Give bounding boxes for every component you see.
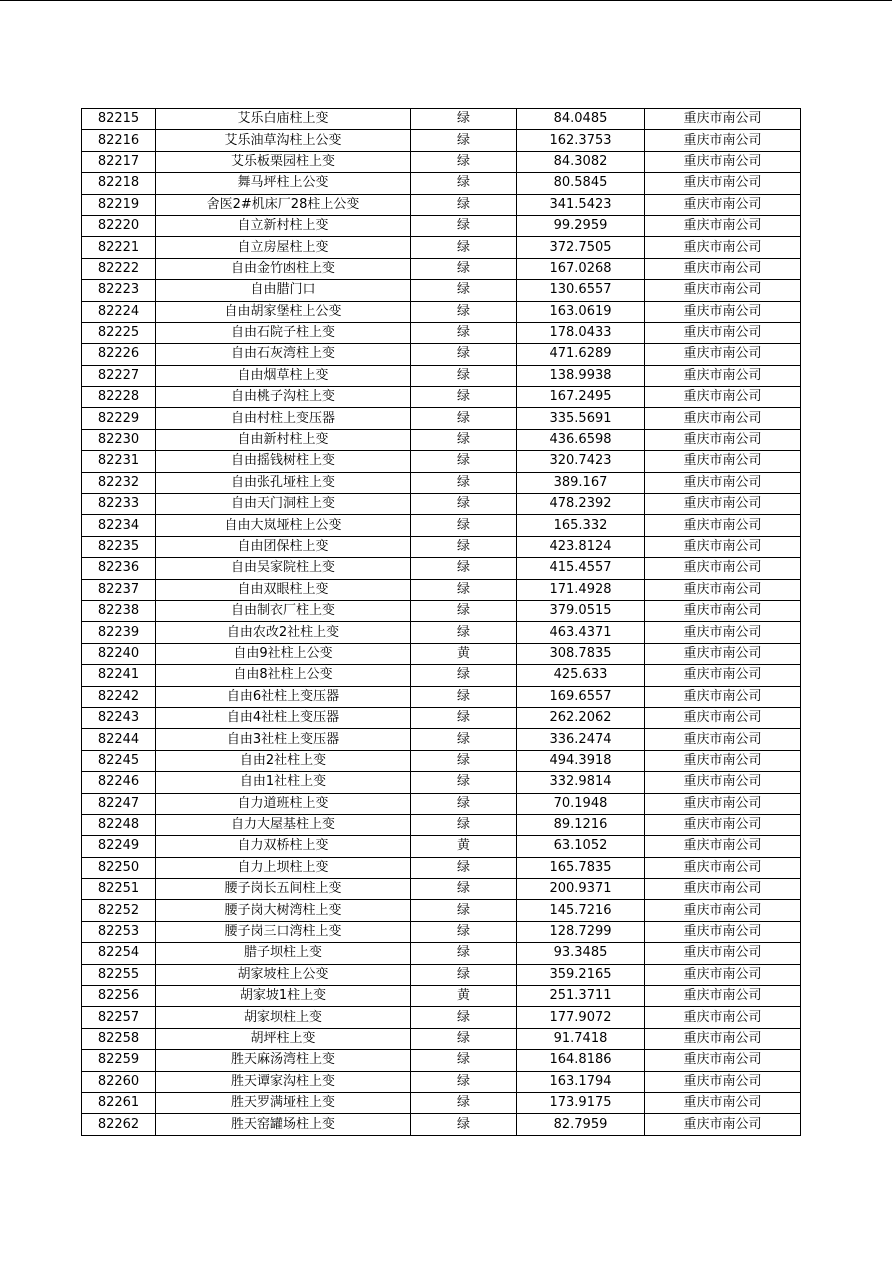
cell-id: 82220 xyxy=(82,215,156,236)
table-row xyxy=(82,408,801,429)
table-row xyxy=(82,515,801,536)
cell-company: 重庆市南公司 xyxy=(645,515,801,536)
cell-transformer-name: 自由石院子柱上变 xyxy=(156,322,411,343)
table-row xyxy=(82,772,801,793)
cell-company: 重庆市南公司 xyxy=(645,322,801,343)
cell-value: 84.0485 xyxy=(517,109,645,130)
cell-transformer-name: 自由6社柱上变压器 xyxy=(156,686,411,707)
table-row xyxy=(82,836,801,857)
table-body xyxy=(82,109,801,1136)
cell-status-level: 绿 xyxy=(411,215,517,236)
table-row xyxy=(82,536,801,557)
cell-transformer-name: 自由摇钱树柱上变 xyxy=(156,451,411,472)
cell-company: 重庆市南公司 xyxy=(645,1028,801,1049)
cell-transformer-name: 腰子岗大树湾柱上变 xyxy=(156,900,411,921)
cell-value: 178.0433 xyxy=(517,322,645,343)
table-row xyxy=(82,301,801,322)
cell-transformer-name: 自由烟草柱上变 xyxy=(156,365,411,386)
cell-value: 463.4371 xyxy=(517,622,645,643)
cell-value: 423.8124 xyxy=(517,536,645,557)
table-row xyxy=(82,344,801,365)
table-row xyxy=(82,322,801,343)
cell-transformer-name: 自力上坝柱上变 xyxy=(156,857,411,878)
cell-value: 84.3082 xyxy=(517,151,645,172)
cell-company: 重庆市南公司 xyxy=(645,194,801,215)
cell-transformer-name: 自由4社柱上变压器 xyxy=(156,707,411,728)
cell-value: 494.3918 xyxy=(517,750,645,771)
cell-id: 82217 xyxy=(82,151,156,172)
cell-company: 重庆市南公司 xyxy=(645,173,801,194)
cell-company: 重庆市南公司 xyxy=(645,130,801,151)
table-row xyxy=(82,943,801,964)
cell-transformer-name: 胜天麻汤湾柱上变 xyxy=(156,1050,411,1071)
table-row xyxy=(82,686,801,707)
cell-value: 389.167 xyxy=(517,472,645,493)
cell-value: 163.0619 xyxy=(517,301,645,322)
cell-status-level: 绿 xyxy=(411,494,517,515)
cell-transformer-name: 自由村柱上变压器 xyxy=(156,408,411,429)
cell-id: 82215 xyxy=(82,109,156,130)
cell-id: 82230 xyxy=(82,429,156,450)
table-row xyxy=(82,814,801,835)
cell-status-level: 绿 xyxy=(411,472,517,493)
cell-transformer-name: 艾乐白庙柱上变 xyxy=(156,109,411,130)
cell-value: 164.8186 xyxy=(517,1050,645,1071)
cell-company: 重庆市南公司 xyxy=(645,429,801,450)
cell-status-level: 黄 xyxy=(411,643,517,664)
cell-value: 167.0268 xyxy=(517,258,645,279)
cell-company: 重庆市南公司 xyxy=(645,622,801,643)
cell-value: 336.2474 xyxy=(517,729,645,750)
cell-value: 332.9814 xyxy=(517,772,645,793)
cell-value: 436.6598 xyxy=(517,429,645,450)
cell-value: 99.2959 xyxy=(517,215,645,236)
cell-status-level: 绿 xyxy=(411,622,517,643)
cell-status-level: 绿 xyxy=(411,879,517,900)
cell-id: 82262 xyxy=(82,1114,156,1135)
cell-status-level: 绿 xyxy=(411,707,517,728)
cell-status-level: 绿 xyxy=(411,943,517,964)
cell-id: 82250 xyxy=(82,857,156,878)
cell-value: 173.9175 xyxy=(517,1092,645,1113)
cell-company: 重庆市南公司 xyxy=(645,280,801,301)
cell-value: 165.7835 xyxy=(517,857,645,878)
cell-company: 重庆市南公司 xyxy=(645,365,801,386)
cell-transformer-name: 胜天窑罐场柱上变 xyxy=(156,1114,411,1135)
cell-id: 82243 xyxy=(82,707,156,728)
cell-status-level: 绿 xyxy=(411,921,517,942)
cell-company: 重庆市南公司 xyxy=(645,215,801,236)
cell-transformer-name: 自力道班柱上变 xyxy=(156,793,411,814)
cell-value: 128.7299 xyxy=(517,921,645,942)
cell-value: 70.1948 xyxy=(517,793,645,814)
cell-transformer-name: 自由2社柱上变 xyxy=(156,750,411,771)
cell-status-level: 绿 xyxy=(411,900,517,921)
cell-status-level: 绿 xyxy=(411,579,517,600)
cell-id: 82255 xyxy=(82,964,156,985)
cell-status-level: 绿 xyxy=(411,237,517,258)
cell-transformer-name: 自由金竹凼柱上变 xyxy=(156,258,411,279)
cell-id: 82258 xyxy=(82,1028,156,1049)
cell-status-level: 绿 xyxy=(411,258,517,279)
cell-status-level: 绿 xyxy=(411,665,517,686)
cell-transformer-name: 自由吴家院柱上变 xyxy=(156,558,411,579)
cell-company: 重庆市南公司 xyxy=(645,879,801,900)
cell-status-level: 绿 xyxy=(411,1028,517,1049)
cell-transformer-name: 腊子坝柱上变 xyxy=(156,943,411,964)
cell-id: 82216 xyxy=(82,130,156,151)
cell-company: 重庆市南公司 xyxy=(645,1007,801,1028)
cell-transformer-name: 自由1社柱上变 xyxy=(156,772,411,793)
cell-transformer-name: 胡家坡1柱上变 xyxy=(156,986,411,1007)
cell-id: 82241 xyxy=(82,665,156,686)
cell-id: 82252 xyxy=(82,900,156,921)
cell-value: 341.5423 xyxy=(517,194,645,215)
cell-company: 重庆市南公司 xyxy=(645,451,801,472)
table-row xyxy=(82,215,801,236)
cell-value: 415.4557 xyxy=(517,558,645,579)
cell-id: 82226 xyxy=(82,344,156,365)
table-row xyxy=(82,365,801,386)
cell-company: 重庆市南公司 xyxy=(645,814,801,835)
cell-transformer-name: 自由新村柱上变 xyxy=(156,429,411,450)
table-row xyxy=(82,1028,801,1049)
table-row xyxy=(82,879,801,900)
table-row xyxy=(82,600,801,621)
cell-id: 82221 xyxy=(82,237,156,258)
table-row xyxy=(82,387,801,408)
cell-transformer-name: 自由天门洞柱上变 xyxy=(156,494,411,515)
cell-value: 471.6289 xyxy=(517,344,645,365)
cell-company: 重庆市南公司 xyxy=(645,686,801,707)
cell-company: 重庆市南公司 xyxy=(645,986,801,1007)
cell-id: 82257 xyxy=(82,1007,156,1028)
cell-status-level: 绿 xyxy=(411,857,517,878)
cell-transformer-name: 舞马坪柱上公变 xyxy=(156,173,411,194)
cell-id: 82231 xyxy=(82,451,156,472)
cell-status-level: 绿 xyxy=(411,536,517,557)
cell-company: 重庆市南公司 xyxy=(645,1092,801,1113)
cell-company: 重庆市南公司 xyxy=(645,387,801,408)
cell-company: 重庆市南公司 xyxy=(645,558,801,579)
cell-id: 82227 xyxy=(82,365,156,386)
cell-status-level: 绿 xyxy=(411,750,517,771)
cell-id: 82224 xyxy=(82,301,156,322)
cell-value: 82.7959 xyxy=(517,1114,645,1135)
cell-company: 重庆市南公司 xyxy=(645,964,801,985)
cell-value: 138.9938 xyxy=(517,365,645,386)
cell-id: 82246 xyxy=(82,772,156,793)
cell-transformer-name: 自由大岚垭柱上公变 xyxy=(156,515,411,536)
cell-status-level: 绿 xyxy=(411,772,517,793)
cell-company: 重庆市南公司 xyxy=(645,921,801,942)
cell-company: 重庆市南公司 xyxy=(645,836,801,857)
cell-id: 82244 xyxy=(82,729,156,750)
cell-id: 82260 xyxy=(82,1071,156,1092)
cell-id: 82245 xyxy=(82,750,156,771)
cell-value: 478.2392 xyxy=(517,494,645,515)
cell-company: 重庆市南公司 xyxy=(645,109,801,130)
cell-value: 89.1216 xyxy=(517,814,645,835)
cell-company: 重庆市南公司 xyxy=(645,600,801,621)
cell-company: 重庆市南公司 xyxy=(645,408,801,429)
table-row xyxy=(82,1007,801,1028)
cell-transformer-name: 胜天谭家沟柱上变 xyxy=(156,1071,411,1092)
cell-id: 82259 xyxy=(82,1050,156,1071)
table-row xyxy=(82,173,801,194)
table-row xyxy=(82,472,801,493)
cell-status-level: 绿 xyxy=(411,964,517,985)
cell-transformer-name: 舍医2#机床厂28柱上公变 xyxy=(156,194,411,215)
cell-status-level: 绿 xyxy=(411,451,517,472)
table-row xyxy=(82,921,801,942)
cell-id: 82254 xyxy=(82,943,156,964)
cell-transformer-name: 自由胡家堡柱上公变 xyxy=(156,301,411,322)
table-row xyxy=(82,151,801,172)
cell-transformer-name: 胜天罗满垭柱上变 xyxy=(156,1092,411,1113)
cell-company: 重庆市南公司 xyxy=(645,1050,801,1071)
cell-value: 171.4928 xyxy=(517,579,645,600)
cell-id: 82256 xyxy=(82,986,156,1007)
cell-value: 177.9072 xyxy=(517,1007,645,1028)
cell-transformer-name: 艾乐油草沟柱上公变 xyxy=(156,130,411,151)
cell-status-level: 黄 xyxy=(411,986,517,1007)
cell-company: 重庆市南公司 xyxy=(645,857,801,878)
cell-id: 82242 xyxy=(82,686,156,707)
cell-status-level: 绿 xyxy=(411,1050,517,1071)
cell-id: 82229 xyxy=(82,408,156,429)
table-row xyxy=(82,750,801,771)
table-row xyxy=(82,451,801,472)
cell-company: 重庆市南公司 xyxy=(645,237,801,258)
cell-transformer-name: 腰子岗三口湾柱上变 xyxy=(156,921,411,942)
cell-status-level: 绿 xyxy=(411,558,517,579)
cell-status-level: 绿 xyxy=(411,408,517,429)
cell-status-level: 绿 xyxy=(411,814,517,835)
cell-value: 91.7418 xyxy=(517,1028,645,1049)
cell-value: 379.0515 xyxy=(517,600,645,621)
cell-transformer-name: 自由桃子沟柱上变 xyxy=(156,387,411,408)
cell-value: 80.5845 xyxy=(517,173,645,194)
cell-company: 重庆市南公司 xyxy=(645,1071,801,1092)
table-row xyxy=(82,1092,801,1113)
table-row xyxy=(82,237,801,258)
table-row xyxy=(82,900,801,921)
table-row xyxy=(82,986,801,1007)
cell-status-level: 绿 xyxy=(411,322,517,343)
cell-transformer-name: 自由8社柱上公变 xyxy=(156,665,411,686)
cell-id: 82249 xyxy=(82,836,156,857)
cell-status-level: 黄 xyxy=(411,836,517,857)
cell-value: 130.6557 xyxy=(517,280,645,301)
cell-value: 425.633 xyxy=(517,665,645,686)
cell-company: 重庆市南公司 xyxy=(645,750,801,771)
cell-transformer-name: 自立房屋柱上变 xyxy=(156,237,411,258)
cell-status-level: 绿 xyxy=(411,344,517,365)
cell-transformer-name: 腰子岗长五间柱上变 xyxy=(156,879,411,900)
cell-id: 82233 xyxy=(82,494,156,515)
cell-transformer-name: 自由石灰湾柱上变 xyxy=(156,344,411,365)
cell-value: 262.2062 xyxy=(517,707,645,728)
cell-value: 163.1794 xyxy=(517,1071,645,1092)
table-row xyxy=(82,280,801,301)
cell-company: 重庆市南公司 xyxy=(645,579,801,600)
table-row xyxy=(82,494,801,515)
cell-status-level: 绿 xyxy=(411,1007,517,1028)
cell-transformer-name: 艾乐板栗园柱上变 xyxy=(156,151,411,172)
cell-id: 82247 xyxy=(82,793,156,814)
cell-value: 93.3485 xyxy=(517,943,645,964)
top-border-line xyxy=(0,0,892,1)
cell-company: 重庆市南公司 xyxy=(645,643,801,664)
cell-company: 重庆市南公司 xyxy=(645,536,801,557)
cell-value: 162.3753 xyxy=(517,130,645,151)
table-row xyxy=(82,194,801,215)
cell-status-level: 绿 xyxy=(411,1092,517,1113)
cell-status-level: 绿 xyxy=(411,365,517,386)
cell-transformer-name: 自由团保柱上变 xyxy=(156,536,411,557)
table-row xyxy=(82,1114,801,1135)
table-row xyxy=(82,258,801,279)
cell-value: 372.7505 xyxy=(517,237,645,258)
cell-transformer-name: 胡家坝柱上变 xyxy=(156,1007,411,1028)
cell-id: 82237 xyxy=(82,579,156,600)
table-row xyxy=(82,729,801,750)
cell-value: 169.6557 xyxy=(517,686,645,707)
cell-value: 165.332 xyxy=(517,515,645,536)
cell-id: 82219 xyxy=(82,194,156,215)
cell-id: 82218 xyxy=(82,173,156,194)
cell-status-level: 绿 xyxy=(411,1114,517,1135)
cell-status-level: 绿 xyxy=(411,429,517,450)
table-row xyxy=(82,857,801,878)
cell-status-level: 绿 xyxy=(411,301,517,322)
cell-company: 重庆市南公司 xyxy=(645,729,801,750)
cell-transformer-name: 胡坪柱上变 xyxy=(156,1028,411,1049)
cell-transformer-name: 自由农改2社柱上变 xyxy=(156,622,411,643)
table-row xyxy=(82,665,801,686)
table-row xyxy=(82,643,801,664)
cell-status-level: 绿 xyxy=(411,387,517,408)
cell-value: 308.7835 xyxy=(517,643,645,664)
cell-company: 重庆市南公司 xyxy=(645,772,801,793)
table-row xyxy=(82,1050,801,1071)
table-row xyxy=(82,707,801,728)
cell-company: 重庆市南公司 xyxy=(645,665,801,686)
cell-id: 82225 xyxy=(82,322,156,343)
cell-value: 359.2165 xyxy=(517,964,645,985)
cell-id: 82222 xyxy=(82,258,156,279)
cell-transformer-name: 自力双桥柱上变 xyxy=(156,836,411,857)
cell-company: 重庆市南公司 xyxy=(645,344,801,365)
cell-value: 335.5691 xyxy=(517,408,645,429)
cell-value: 63.1052 xyxy=(517,836,645,857)
cell-company: 重庆市南公司 xyxy=(645,707,801,728)
cell-value: 320.7423 xyxy=(517,451,645,472)
cell-value: 167.2495 xyxy=(517,387,645,408)
cell-transformer-name: 自由双眼柱上变 xyxy=(156,579,411,600)
cell-value: 145.7216 xyxy=(517,900,645,921)
cell-transformer-name: 自由腊门口 xyxy=(156,280,411,301)
cell-company: 重庆市南公司 xyxy=(645,1114,801,1135)
cell-company: 重庆市南公司 xyxy=(645,258,801,279)
cell-transformer-name: 自由9社柱上公变 xyxy=(156,643,411,664)
cell-company: 重庆市南公司 xyxy=(645,301,801,322)
transformer-table xyxy=(81,108,801,1136)
table-row xyxy=(82,1071,801,1092)
cell-status-level: 绿 xyxy=(411,194,517,215)
table-row xyxy=(82,964,801,985)
cell-status-level: 绿 xyxy=(411,280,517,301)
cell-transformer-name: 自由3社柱上变压器 xyxy=(156,729,411,750)
cell-transformer-name: 胡家坡柱上公变 xyxy=(156,964,411,985)
cell-transformer-name: 自立新村柱上变 xyxy=(156,215,411,236)
table-row xyxy=(82,558,801,579)
cell-id: 82240 xyxy=(82,643,156,664)
cell-id: 82238 xyxy=(82,600,156,621)
cell-id: 82248 xyxy=(82,814,156,835)
cell-company: 重庆市南公司 xyxy=(645,151,801,172)
cell-transformer-name: 自由张孔垭柱上变 xyxy=(156,472,411,493)
cell-status-level: 绿 xyxy=(411,686,517,707)
cell-status-level: 绿 xyxy=(411,793,517,814)
cell-company: 重庆市南公司 xyxy=(645,900,801,921)
cell-id: 82232 xyxy=(82,472,156,493)
cell-company: 重庆市南公司 xyxy=(645,793,801,814)
cell-id: 82223 xyxy=(82,280,156,301)
table-row xyxy=(82,579,801,600)
cell-id: 82253 xyxy=(82,921,156,942)
cell-status-level: 绿 xyxy=(411,173,517,194)
cell-status-level: 绿 xyxy=(411,151,517,172)
cell-id: 82236 xyxy=(82,558,156,579)
cell-value: 200.9371 xyxy=(517,879,645,900)
cell-status-level: 绿 xyxy=(411,515,517,536)
cell-id: 82251 xyxy=(82,879,156,900)
cell-id: 82235 xyxy=(82,536,156,557)
cell-transformer-name: 自由制衣厂柱上变 xyxy=(156,600,411,621)
cell-transformer-name: 自力大屋基柱上变 xyxy=(156,814,411,835)
cell-id: 82228 xyxy=(82,387,156,408)
cell-company: 重庆市南公司 xyxy=(645,494,801,515)
cell-value: 251.3711 xyxy=(517,986,645,1007)
cell-status-level: 绿 xyxy=(411,1071,517,1092)
table-row xyxy=(82,109,801,130)
cell-status-level: 绿 xyxy=(411,109,517,130)
cell-status-level: 绿 xyxy=(411,600,517,621)
cell-status-level: 绿 xyxy=(411,729,517,750)
cell-id: 82239 xyxy=(82,622,156,643)
table-row xyxy=(82,622,801,643)
cell-company: 重庆市南公司 xyxy=(645,943,801,964)
table-row xyxy=(82,130,801,151)
cell-status-level: 绿 xyxy=(411,130,517,151)
table-row xyxy=(82,429,801,450)
cell-id: 82234 xyxy=(82,515,156,536)
cell-id: 82261 xyxy=(82,1092,156,1113)
cell-company: 重庆市南公司 xyxy=(645,472,801,493)
table-row xyxy=(82,793,801,814)
